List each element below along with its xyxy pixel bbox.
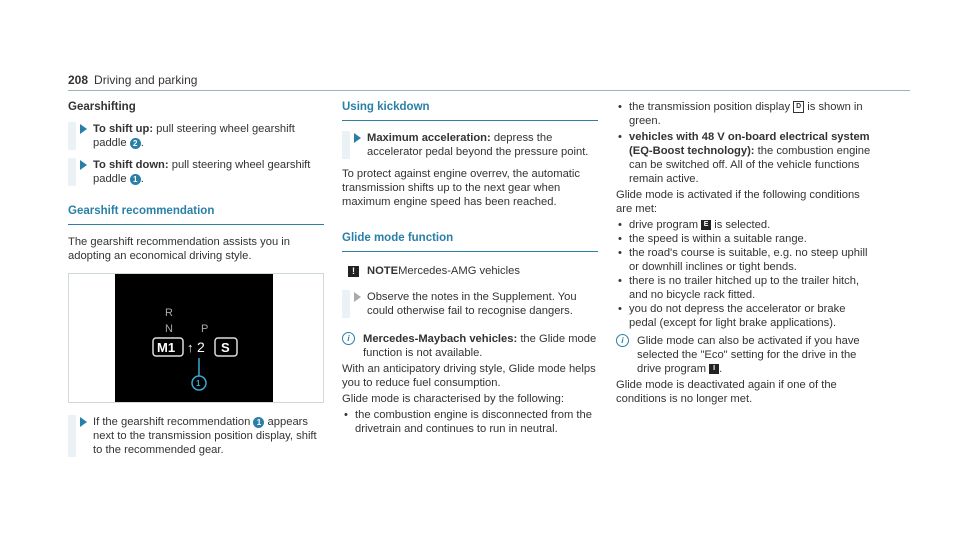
list-item: • you do not depress the accelerator or brake pedal (except for light brake applications).: [616, 302, 872, 330]
max-accel-step: [342, 131, 598, 159]
shift-down-text: pull steering wheel gearshift paddle: [93, 159, 311, 185]
eco-info: i Glide mode can also be activated if you have selected the "Eco" setting for the drive in the drive program I .: [616, 334, 872, 376]
column-3: [616, 100, 872, 406]
list-item: • drive program E is selected.: [616, 218, 872, 232]
display-n: N: [165, 323, 173, 335]
kickdown-paragraph: To protect against engine overrev, the automatic transmission shifts up to the next gear when maximum engine speed has been reached.: [342, 168, 580, 208]
recommendation-title: Gearshift recommendation: [68, 204, 324, 225]
recommendation-step: [68, 415, 324, 457]
list-item: • the combustion engine is disconnected from the drivetrain and continues to run in neutral.: [342, 408, 598, 436]
note-label: NOTE: [367, 265, 399, 277]
instrument-display: [115, 274, 273, 402]
activated-intro: Glide mode is activated if the following conditions are met:: [616, 189, 860, 215]
callout-badge: 1: [130, 174, 141, 185]
note-step: [342, 290, 598, 318]
step-arrow-icon: [354, 133, 361, 143]
maybach-info: [342, 332, 598, 360]
step-bar: [68, 122, 76, 150]
max-accel-text: depress the accelerator pedal beyond the pressure point.: [367, 132, 589, 158]
column-1: [68, 100, 324, 457]
display-gear: 2: [197, 339, 205, 355]
list-item: [616, 130, 872, 186]
list-item: • there is no trailer hitched up to the trailer hitch, and no bicycle rack fitted.: [616, 274, 872, 302]
warning-icon: !: [348, 266, 359, 277]
info-icon: i: [616, 334, 629, 347]
shift-up-step: To shift up: pull steering wheel gearshift paddle 2 .: [68, 122, 324, 150]
page-number: 208: [68, 73, 89, 87]
step-bar: [342, 290, 350, 318]
display-s: S: [221, 340, 230, 355]
max-accel-label: Maximum acceleration:: [367, 132, 491, 144]
header-divider: [68, 90, 910, 91]
glide-characteristics-list-cont: [616, 100, 872, 186]
callout-number: 1: [196, 379, 201, 388]
shift-up-label: To shift up:: [93, 123, 154, 135]
step-bar: [68, 158, 76, 186]
display-m1: M1: [157, 340, 176, 355]
recommendation-intro: The gearshift recommendation assists you in adopting an economical driving style.: [68, 236, 290, 262]
rec-step-text-2: appears next to the transmission position display, shift to the recommended gear.: [93, 416, 317, 456]
page-header: [68, 73, 197, 87]
bullet-d-text-2: is shown in green.: [629, 101, 863, 127]
eco-text: Glide mode can also be activated if you have selected the "Eco" setting for the drive in the drive program: [637, 335, 860, 375]
anticipatory-paragraph: With an anticipatory driving style, Glide mode helps you to reduce fuel consumption.: [342, 363, 596, 389]
conditions-list: [616, 218, 872, 330]
individual-program-icon: I: [709, 364, 719, 374]
rec-step-text: If the gearshift recommendation: [93, 416, 254, 428]
e-program-icon: E: [701, 220, 711, 230]
display-arrow: ↑: [187, 340, 194, 355]
step-arrow-icon: [354, 292, 361, 302]
section-title: Driving and parking: [94, 73, 198, 87]
step-bar: [342, 131, 350, 159]
glide-title: Glide mode function: [342, 231, 598, 252]
deactivated-paragraph: Glide mode is deactivated again if one of the conditions is no longer met.: [616, 379, 837, 405]
note-box: [342, 260, 598, 318]
gearshifting-title: Gearshifting: [68, 101, 136, 113]
display-p: P: [201, 323, 209, 335]
list-item: • the road's course is suitable, e.g. no steep uphill or downhill inclines or tight bends.: [616, 246, 872, 274]
characterised-paragraph: Glide mode is characterised by the following:: [342, 393, 564, 405]
eq-boost-label: vehicles with 48 V on-board electrical system (EQ-Boost technology):: [629, 131, 870, 157]
maybach-text: the Glide mode function is not available.: [363, 333, 597, 359]
step-arrow-icon: [80, 124, 87, 134]
shift-up-text: pull steering wheel gearshift paddle: [93, 123, 295, 149]
step-bar: [68, 415, 76, 457]
display-graphic: [115, 274, 273, 402]
note-title: Mercedes-AMG vehicles: [398, 265, 520, 277]
column-2: [342, 100, 598, 436]
eq-boost-text: the combustion engine can be switched off. All of the vehicle functions remain active.: [629, 145, 871, 185]
shift-down-label: To shift down:: [93, 159, 169, 171]
glide-characteristics-list: [342, 408, 598, 436]
list-item: [616, 100, 872, 128]
callout-badge: 2: [130, 138, 141, 149]
shift-down-step: To shift down: pull steering wheel gearshift paddle 1 .: [68, 158, 324, 186]
display-r: R: [165, 307, 173, 319]
note-step-text: Observe the notes in the Supplement. You could otherwise fail to recognise dangers.: [367, 291, 577, 317]
maybach-label: Mercedes-Maybach vehicles:: [363, 333, 518, 345]
d-position-icon: D: [793, 101, 804, 113]
step-arrow-icon: [80, 417, 87, 427]
bullet-d-text: the transmission position display: [629, 101, 794, 113]
info-icon: i: [342, 332, 355, 345]
step-arrow-icon: [80, 160, 87, 170]
list-item: • the speed is within a suitable range.: [616, 232, 872, 246]
kickdown-title: Using kickdown: [342, 100, 598, 121]
display-figure: [68, 273, 324, 403]
callout-badge: 1: [253, 417, 264, 428]
